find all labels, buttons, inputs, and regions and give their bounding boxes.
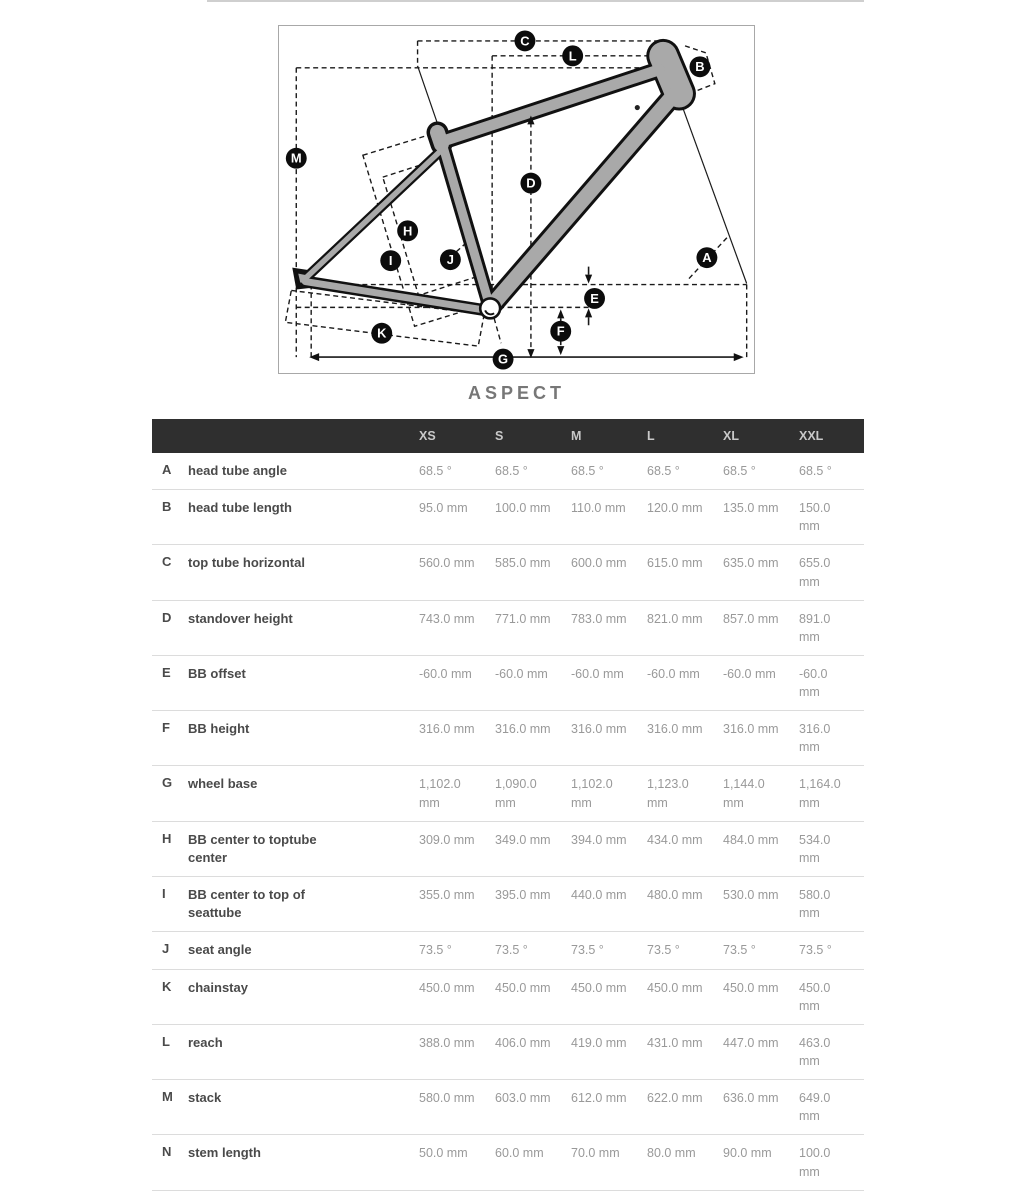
- column-header-xxl: XXL: [799, 419, 864, 453]
- svg-text:M: M: [290, 150, 302, 166]
- frame-diagram-svg: [279, 26, 754, 373]
- geometry-value-cell: 1,090.0 mm: [495, 777, 537, 810]
- geometry-value-cell: 316.0 mm: [495, 722, 551, 737]
- svg-text:F: F: [556, 323, 565, 339]
- geometry-value-cell: 90.0 mm: [723, 1146, 772, 1161]
- geometry-value-cell: 395.0 mm: [495, 888, 551, 903]
- row-letter: F: [162, 720, 170, 736]
- row-name: BB height: [188, 721, 250, 737]
- svg-text:A: A: [702, 250, 712, 266]
- diagram-marker-g: [493, 349, 514, 370]
- geometry-value-cell: -60.0 mm: [571, 666, 624, 681]
- geometry-value-cell: 50.0 mm: [419, 1146, 468, 1161]
- geometry-value-cell: -60.0 mm: [647, 666, 700, 681]
- geometry-value-cell: 484.0 mm: [723, 832, 779, 847]
- table-row: [152, 932, 864, 969]
- svg-text:D: D: [526, 175, 536, 191]
- row-letter: C: [162, 554, 172, 570]
- geometry-value-cell: 480.0 mm: [647, 888, 703, 903]
- table-row: [152, 1080, 864, 1135]
- table-row: [152, 453, 864, 490]
- geometry-value-cell: 450.0 mm: [647, 980, 703, 995]
- svg-text:L: L: [568, 48, 577, 64]
- row-name: reach: [188, 1034, 223, 1050]
- bike-frame: [292, 56, 679, 318]
- geometry-value-cell: 68.5 °: [799, 464, 832, 478]
- row-name: top tube horizontal: [188, 555, 305, 571]
- row-letter: D: [162, 609, 172, 625]
- row-name: BB center to top of seattube: [188, 887, 305, 921]
- geometry-value-cell: 68.5 °: [723, 464, 756, 478]
- geometry-value-cell: 68.5 °: [419, 464, 452, 478]
- row-letter: B: [162, 499, 172, 515]
- geometry-value-cell: -60.0 mm: [495, 666, 548, 681]
- geometry-value-cell: 636.0 mm: [723, 1091, 779, 1106]
- column-header-m: M: [571, 419, 647, 453]
- row-name: stem length: [188, 1145, 261, 1161]
- svg-text:H: H: [402, 223, 413, 239]
- geometry-value-cell: 655.0 mm: [799, 556, 831, 589]
- svg-text:B: B: [695, 59, 705, 75]
- geometry-value-cell: 450.0 mm: [799, 980, 831, 1013]
- geometry-value-cell: 73.5 °: [723, 943, 756, 958]
- geometry-value-cell: 68.5 °: [495, 464, 528, 478]
- row-letter: G: [162, 775, 173, 791]
- row-name: chainstay: [188, 979, 248, 995]
- geometry-value-cell: 622.0 mm: [647, 1091, 703, 1106]
- geometry-value-cell: 100.0 mm: [799, 1146, 831, 1179]
- geometry-value-cell: 316.0 mm: [419, 722, 475, 737]
- geometry-value-cell: 771.0 mm: [495, 611, 551, 626]
- diagram-marker-m: [286, 148, 307, 169]
- geometry-value-cell: -60.0 mm: [799, 666, 828, 700]
- geometry-value-cell: 1,102.0 mm: [419, 777, 461, 810]
- geometry-value-cell: 450.0 mm: [419, 980, 475, 995]
- geometry-value-cell: 316.0 mm: [799, 722, 831, 755]
- geometry-value-cell: 857.0 mm: [723, 611, 779, 626]
- table-row: [152, 877, 864, 932]
- geometry-value-cell: 603.0 mm: [495, 1091, 551, 1106]
- row-letter: N: [162, 1144, 172, 1160]
- geometry-value-cell: -60.0 mm: [419, 666, 472, 681]
- table-row: [152, 545, 864, 600]
- geometry-value-cell: 560.0 mm: [419, 556, 475, 571]
- geometry-value-cell: 530.0 mm: [723, 888, 779, 903]
- row-letter: M: [162, 1089, 173, 1105]
- geometry-value-cell: 73.5 °: [647, 943, 680, 958]
- geometry-value-cell: 1,102.0 mm: [571, 777, 613, 810]
- geometry-value-cell: 388.0 mm: [419, 1035, 475, 1050]
- table-header-row: [152, 419, 864, 453]
- geometry-value-cell: 1,164.0 mm: [799, 777, 841, 810]
- row-letter: K: [162, 978, 172, 994]
- table-row: [152, 969, 864, 1024]
- row-letter: J: [162, 941, 170, 957]
- geometry-value-cell: 73.5 °: [799, 943, 832, 958]
- diagram-marker-j: [440, 249, 461, 270]
- geometry-value-cell: 95.0 mm: [419, 501, 468, 516]
- geometry-table: [152, 419, 864, 1191]
- svg-text:E: E: [590, 290, 599, 306]
- row-letter: L: [162, 1033, 170, 1049]
- table-row: [152, 600, 864, 655]
- geometry-value-cell: 600.0 mm: [571, 556, 627, 571]
- geometry-value-cell: 612.0 mm: [571, 1091, 627, 1106]
- geometry-value-cell: 440.0 mm: [571, 888, 627, 903]
- diagram-marker-c: [515, 30, 536, 51]
- row-name: wheel base: [188, 776, 258, 792]
- geometry-value-cell: 821.0 mm: [647, 611, 703, 626]
- geometry-value-cell: 450.0 mm: [723, 980, 779, 995]
- svg-text:I: I: [388, 253, 393, 269]
- geometry-value-cell: 580.0 mm: [419, 1091, 475, 1106]
- diagram-marker-b: [690, 56, 711, 77]
- geometry-value-cell: 73.5 °: [495, 943, 528, 958]
- diagram-marker-h: [397, 220, 418, 241]
- geometry-value-cell: 406.0 mm: [495, 1035, 551, 1050]
- table-row: [152, 490, 864, 545]
- geometry-value-cell: 585.0 mm: [495, 556, 551, 571]
- geometry-value-cell: 100.0 mm: [495, 501, 551, 516]
- geometry-value-cell: 73.5 °: [419, 943, 452, 958]
- geometry-value-cell: 649.0 mm: [799, 1091, 831, 1124]
- geometry-value-cell: 743.0 mm: [419, 611, 475, 626]
- geometry-value-cell: 450.0 mm: [495, 980, 551, 995]
- geometry-value-cell: 447.0 mm: [723, 1035, 779, 1050]
- geometry-value-cell: 316.0 mm: [723, 722, 779, 737]
- geometry-value-cell: 434.0 mm: [647, 832, 703, 847]
- diagram-marker-a: [696, 247, 717, 268]
- geometry-value-cell: 68.5 °: [647, 464, 680, 478]
- row-letter: H: [162, 830, 172, 846]
- geometry-value-cell: 80.0 mm: [647, 1146, 696, 1161]
- row-name: seat angle: [188, 942, 252, 958]
- diagram-marker-k: [371, 323, 392, 344]
- geometry-value-cell: 349.0 mm: [495, 832, 551, 847]
- diagram-marker-e: [584, 288, 605, 309]
- column-header-l: L: [647, 419, 723, 453]
- cable-boss-dot: [635, 105, 640, 110]
- geometry-value-cell: 783.0 mm: [571, 611, 627, 626]
- geometry-value-cell: 394.0 mm: [571, 832, 627, 847]
- geometry-value-cell: 419.0 mm: [571, 1035, 627, 1050]
- geometry-table-body: [152, 453, 864, 1190]
- row-letter: I: [162, 886, 166, 902]
- row-letter: A: [162, 462, 172, 477]
- geometry-value-cell: 615.0 mm: [647, 556, 703, 571]
- row-name: stack: [188, 1090, 222, 1106]
- geometry-value-cell: 68.5 °: [571, 464, 604, 478]
- geometry-value-cell: 110.0 mm: [571, 501, 626, 516]
- table-row: [152, 1024, 864, 1079]
- column-header-xs: XS: [419, 419, 495, 453]
- row-name: standover height: [188, 610, 293, 626]
- geometry-value-cell: 150.0 mm: [799, 501, 831, 534]
- geometry-value-cell: 580.0 mm: [799, 888, 831, 921]
- geometry-value-cell: 1,144.0 mm: [723, 777, 765, 810]
- geometry-value-cell: 73.5 °: [571, 943, 604, 958]
- geometry-value-cell: 316.0 mm: [647, 722, 703, 737]
- diagram-marker-f: [550, 321, 571, 342]
- geometry-value-cell: 431.0 mm: [647, 1035, 703, 1050]
- svg-text:C: C: [520, 33, 530, 49]
- diagram-marker-l: [562, 45, 583, 66]
- top-divider: [207, 0, 864, 2]
- geometry-value-cell: 891.0 mm: [799, 611, 831, 644]
- geometry-value-cell: 355.0 mm: [419, 888, 475, 903]
- geometry-value-cell: 463.0 mm: [799, 1035, 831, 1068]
- row-letter: E: [162, 664, 171, 680]
- geometry-value-cell: 70.0 mm: [571, 1146, 620, 1161]
- svg-text:G: G: [498, 351, 509, 367]
- geometry-value-cell: 1,123.0 mm: [647, 777, 689, 810]
- row-name: BB center to toptube center: [188, 831, 317, 865]
- row-name: head tube length: [188, 500, 292, 516]
- geometry-value-cell: 534.0 mm: [799, 832, 831, 865]
- geometry-value-cell: 120.0 mm: [647, 501, 703, 516]
- geometry-value-cell: -60.0 mm: [723, 666, 776, 681]
- geometry-diagram: [278, 25, 755, 374]
- geometry-value-cell: 135.0 mm: [723, 501, 779, 516]
- geometry-value-cell: 60.0 mm: [495, 1146, 544, 1161]
- geometry-value-cell: 635.0 mm: [723, 556, 779, 571]
- diagram-marker-i: [380, 250, 401, 271]
- table-row: [152, 821, 864, 876]
- geometry-value-cell: 450.0 mm: [571, 980, 627, 995]
- column-header-xl: XL: [723, 419, 799, 453]
- table-row: [152, 1135, 864, 1190]
- geometry-value-cell: 309.0 mm: [419, 832, 475, 847]
- column-header-spacer: [188, 419, 419, 453]
- row-name: BB offset: [188, 665, 246, 681]
- diagram-marker-d: [520, 173, 541, 194]
- column-header-spacer: [152, 419, 188, 453]
- diagram-title: ASPECT: [467, 383, 565, 403]
- svg-text:K: K: [377, 325, 387, 341]
- svg-text:J: J: [446, 252, 454, 268]
- table-row: [152, 711, 864, 766]
- row-name: head tube angle: [188, 463, 287, 478]
- geometry-value-cell: 316.0 mm: [571, 722, 627, 737]
- table-row: [152, 655, 864, 710]
- column-header-s: S: [495, 419, 571, 453]
- table-row: [152, 766, 864, 821]
